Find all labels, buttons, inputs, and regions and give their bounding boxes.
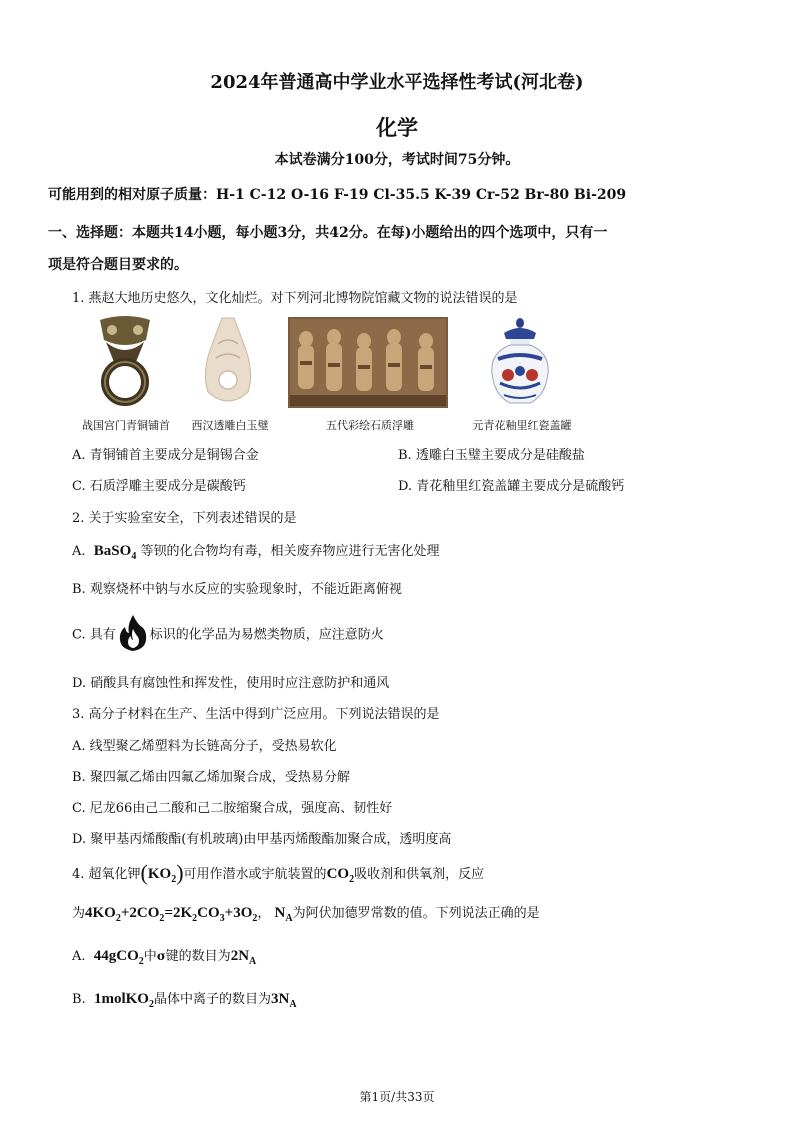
na-symbol: [274, 905, 293, 924]
q1-caption-4: 元青花釉里红瓷盖罐: [472, 419, 572, 432]
q3-option-c: C. 尼龙66由己二酸和己二胺缩聚合成，强度高、韧性好: [72, 801, 393, 816]
eq-sub-a: 2: [115, 913, 121, 924]
ko2-mol-sub: 2: [148, 999, 154, 1010]
page-number: 第1页/共33页: [359, 1090, 435, 1104]
q4-option-a-label: A.: [72, 949, 86, 964]
atomic-masses: 可能用到的相对原子质量：H-1 C-12 O-16 F-19 Cl-35.5 K-39 Cr-52 Br-80 Bi-209: [48, 187, 627, 203]
q3-option-b: B. 聚四氟乙烯由四氟乙烯加聚合成，受热易分解: [72, 770, 350, 785]
baso4-main: BaSO: [93, 543, 132, 559]
q2-option-d: D. 硝酸具有腐蚀性和挥发性，使用时应注意防护和通风: [72, 676, 390, 691]
q2-stem: 2. 关于实验室安全，下列表述错误的是: [72, 511, 297, 526]
q1-stem: 1. 燕赵大地历史悠久，文化灿烂。对下列河北博物院馆藏文物的说法错误的是: [72, 291, 518, 306]
q4-stem-c: 吸收剂和供氧剂，反应: [354, 867, 485, 882]
q3-option-a: A. 线型聚乙烯塑料为长链高分子，受热易软化: [72, 739, 337, 754]
q1-option-a: A. 青铜铺首主要成分是铜锡合金: [72, 448, 259, 463]
eq-sub-d: 3: [219, 913, 225, 924]
q4-stem-line2: [72, 902, 540, 924]
eq-sub-e: 2: [252, 913, 258, 924]
stone-relief-image: [288, 317, 448, 408]
jade-bi-image: [200, 314, 256, 406]
porcelain-jar-image: [486, 317, 554, 407]
q4-b-ans-sub: A: [289, 999, 297, 1010]
q1-caption-3: 五代彩绘石质浮雕: [326, 419, 414, 432]
eq-part-c: =2K: [164, 905, 193, 921]
q4-option-b-label: B.: [72, 992, 86, 1007]
co2-mass-sub: 2: [138, 956, 144, 967]
co2-sub: 2: [349, 874, 355, 885]
ko2-mol-main: 1molKO: [93, 991, 149, 1007]
exam-note: 本试卷满分100分，考试时间75分钟。: [274, 152, 520, 168]
baso4-sub: 4: [131, 551, 137, 562]
q1-option-b: B. 透雕白玉璧主要成分是硅酸盐: [398, 448, 585, 463]
q4-comma: ，: [257, 906, 271, 921]
ko2-sub: 2: [171, 874, 177, 885]
co2-main: CO: [326, 866, 350, 882]
q3-option-d: D. 聚甲基丙烯酸酯(有机玻璃)由甲基丙烯酸酯加聚合成，透明度高: [72, 832, 452, 847]
q2-option-c-text: 标识的化学品为易燃类物质，应注意防火: [149, 627, 384, 643]
co2-formula: [326, 866, 355, 885]
eq-part-a: 4KO: [85, 905, 116, 921]
flammable-icon: [116, 613, 150, 657]
q4-option-a: [72, 945, 256, 967]
sigma-symbol: σ: [156, 949, 166, 963]
ko2-formula: $(KO_2)$: [140, 860, 184, 885]
eq-part-d: CO: [197, 905, 220, 921]
ko2-main: KO: [147, 866, 172, 882]
section-instructions-line2: 项是符合题目要求的。: [48, 257, 188, 273]
q1-option-c: C. 石质浮雕主要成分是碳酸钙: [72, 479, 246, 494]
q4-stem-b: 可用作潜水或宇航装置的: [183, 867, 327, 882]
q1-caption-2: 西汉透雕白玉璧: [191, 419, 269, 432]
ko2-mol: [93, 991, 154, 1010]
q4-option-a-mid: 中: [143, 949, 157, 964]
q2-option-b: B. 观察烧杯中钠与水反应的实验现象时，不能近距离俯视: [72, 582, 402, 597]
q1-option-d: D. 青花釉里红瓷盖罐主要成分是硫酸钙: [398, 479, 625, 494]
q4-option-b-answer: [270, 991, 297, 1010]
eq-sub-c: 2: [192, 913, 198, 924]
co2-mass: [93, 948, 144, 967]
q4-line2-suffix: 为阿伏加德罗常数的值。下列说法正确的是: [292, 906, 540, 921]
q2-option-a: [72, 540, 439, 562]
q3-stem: 3. 高分子材料在生产、生活中得到广泛应用。下列说法错误的是: [72, 707, 440, 722]
na-sub: A: [285, 913, 293, 924]
q4-stem-a: 4. 超氧化钾: [72, 867, 141, 882]
q4-a-ans-sub: A: [249, 956, 257, 967]
section-instructions-line1: 一、选择题：本题共14小题，每小题3分，共42分。在每)小题给出的四个选项中，只有一: [48, 225, 608, 241]
q2-option-a-label: A.: [72, 544, 86, 559]
q4-line2-prefix: 为: [72, 906, 86, 921]
q4-option-b: [72, 988, 297, 1010]
reaction-equation: [85, 905, 258, 924]
q1-caption-1: 战国宫门青铜铺首: [82, 419, 170, 432]
q4-option-b-text: 晶体中离子的数目为: [153, 992, 271, 1007]
q2-option-a-text: 等钡的化合物均有毒，相关废弃物应进行无害化处理: [140, 544, 440, 559]
q4-stem-line1: [72, 860, 484, 886]
eq-part-e: +3O: [224, 905, 253, 921]
exam-title: 2024年普通高中学业水平选择性考试(河北卷): [210, 72, 584, 93]
q4-a-ans-main: 2N: [230, 948, 250, 964]
eq-part-b: +2CO: [120, 905, 160, 921]
bronze-knocker-image: [92, 314, 158, 406]
q4-option-a-text: 键的数目为: [165, 949, 231, 964]
na-main: N: [274, 905, 286, 921]
q4-b-ans-main: 3N: [270, 991, 290, 1007]
baso4-formula: [93, 543, 137, 562]
eq-sub-b: 2: [159, 913, 165, 924]
subject-title: 化学: [376, 115, 418, 140]
q2-option-c: [72, 613, 384, 657]
q2-option-c-prefix: C. 具有: [72, 627, 116, 643]
q4-option-a-answer: [230, 948, 257, 967]
co2-mass-main: 44gCO: [93, 948, 139, 964]
